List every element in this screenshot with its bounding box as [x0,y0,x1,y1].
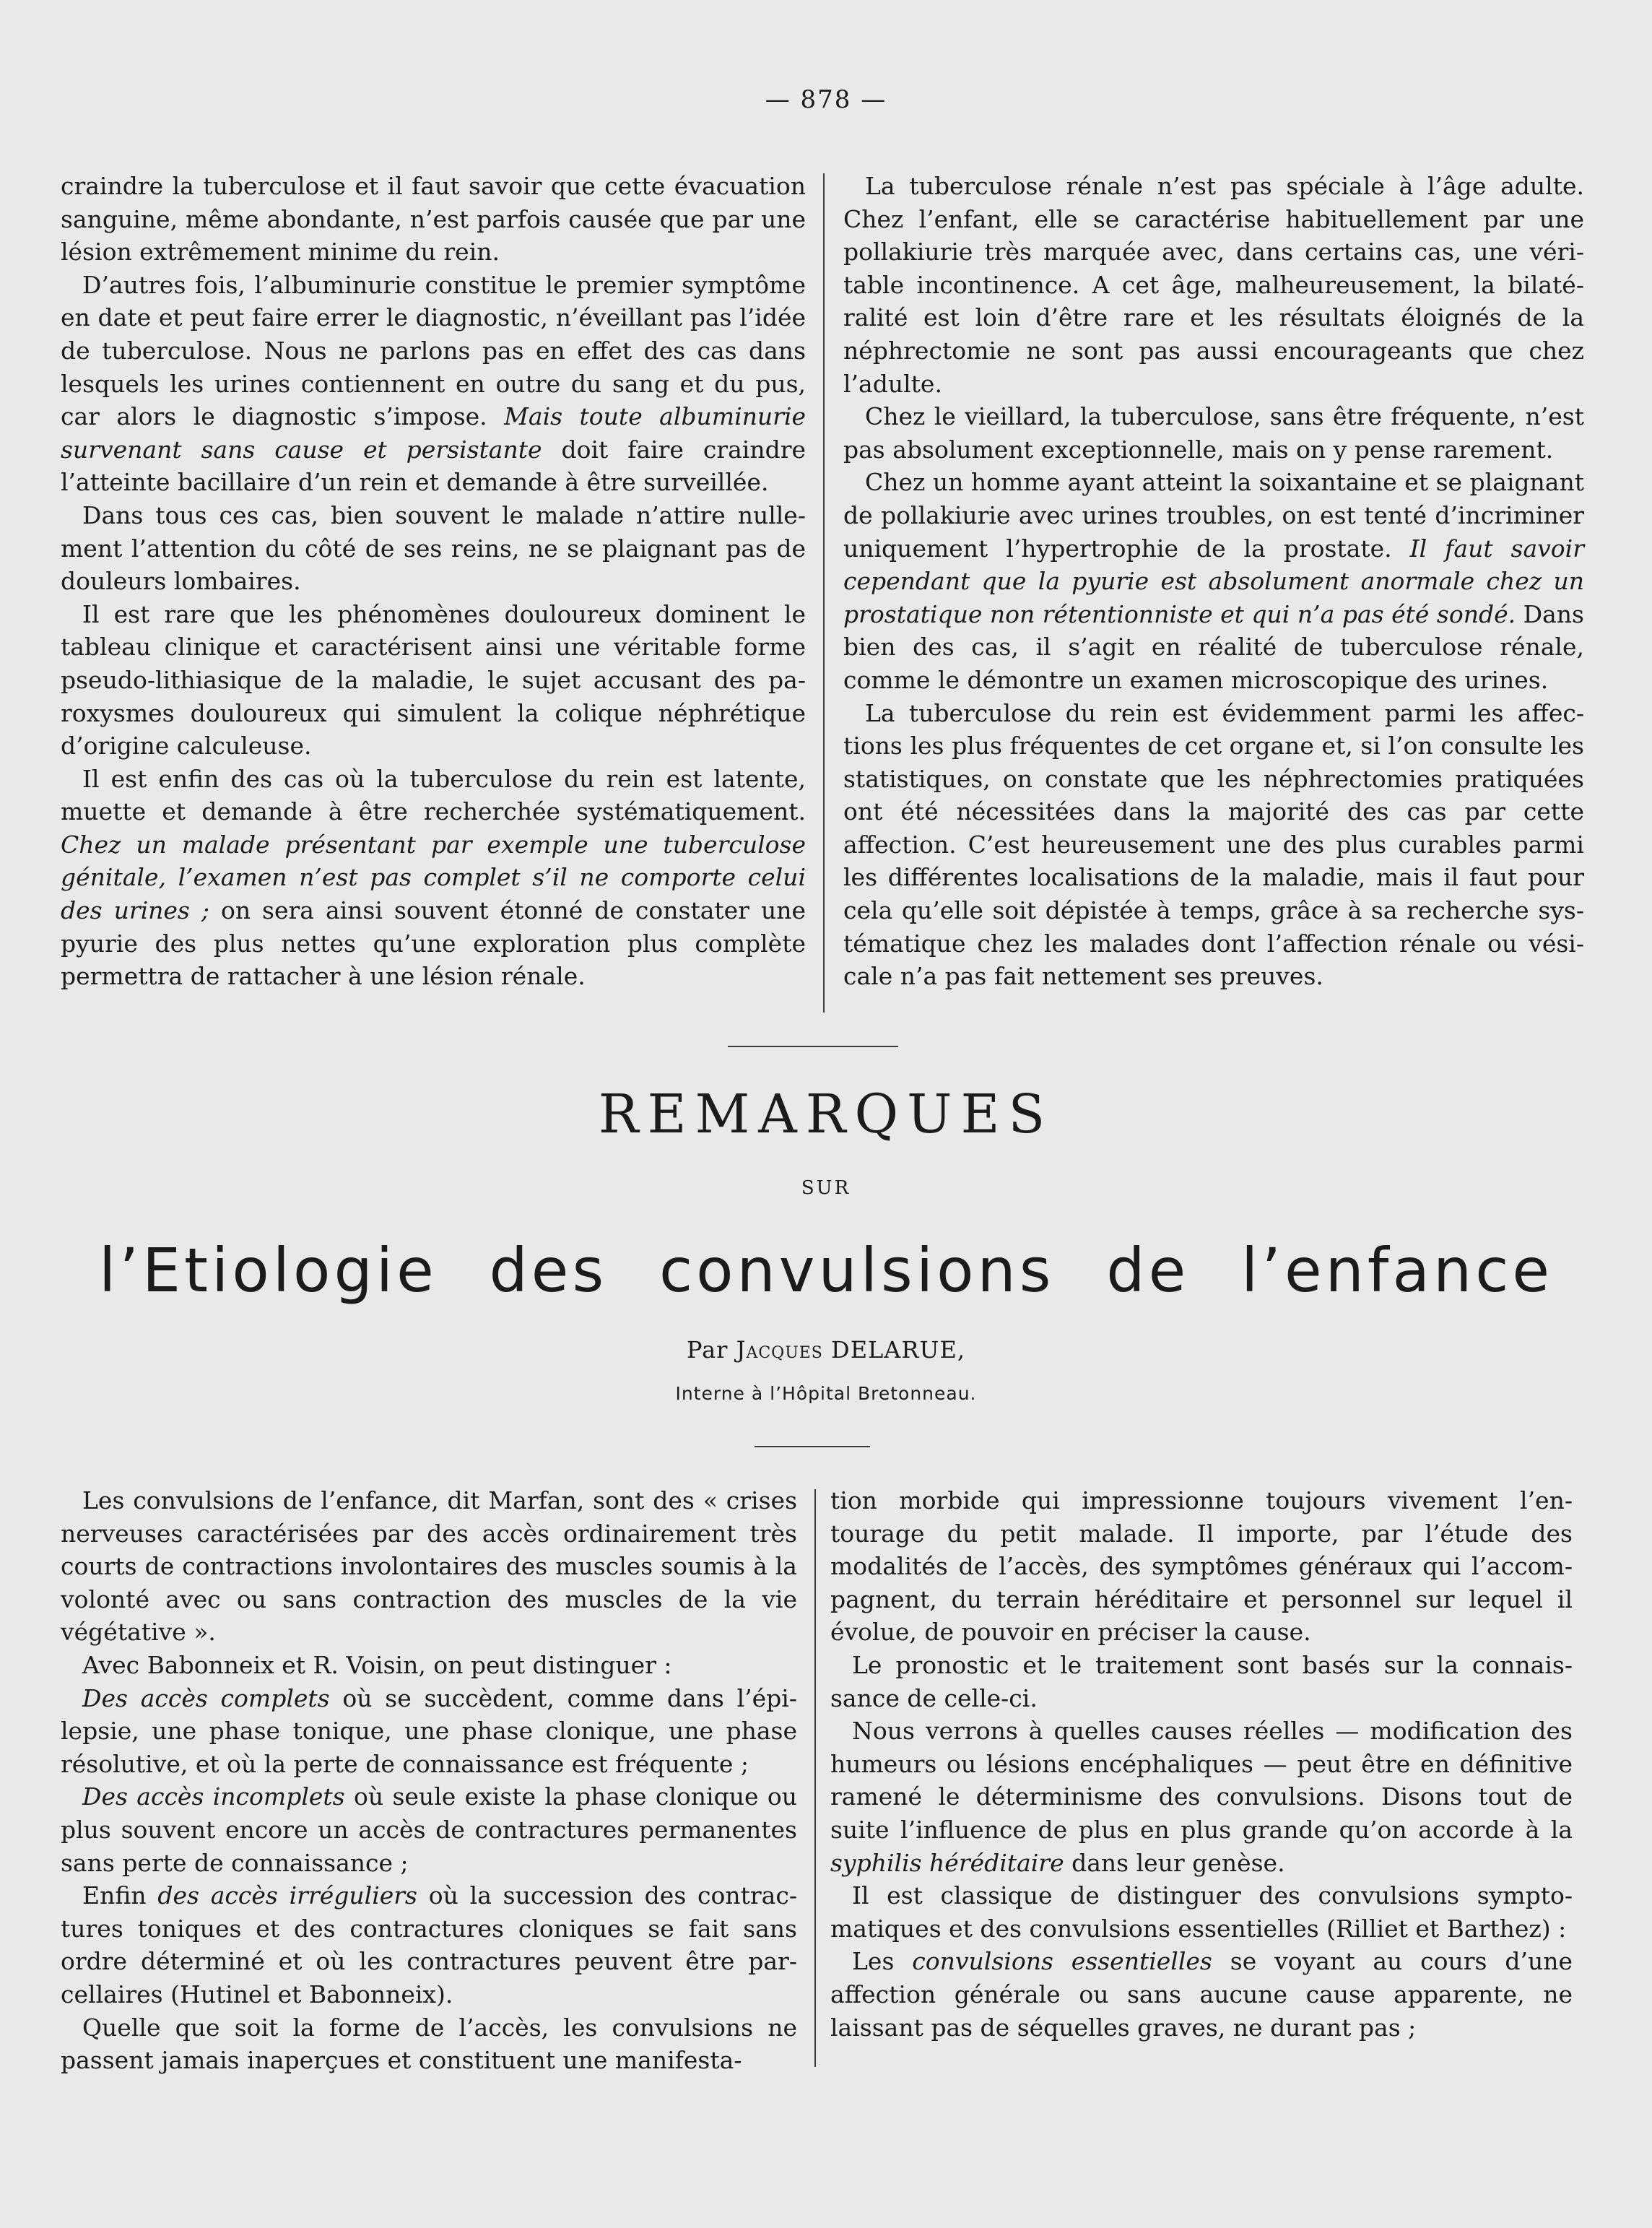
author-name: Jacques DELARUE, [736,1336,966,1364]
italic-run: syphilis héréditaire [830,1848,1064,1877]
italic-run: Chez un malade présentant par exemple une tuberculose génitale, l’examen n’est pas complet s’il ne comporte celui des urines ; [61,830,806,925]
paragraph: tion morbide qui impressionne toujours vivement l’entourage du petit malade. Il importe, par l’étude des modalités de l’accès, des symptômes généraux qui l’accompagnent, du terrain héréditaire et personnel sur lequel il évolue, de pouvoir en préciser la cause. [830,1486,1573,1647]
paragraph: La tuberculose rénale n’est pas spéciale à l’âge adulte. Chez l’enfant, elle se caractérise habituellement par une pollakiurie très marquée avec, dans certains cas, une véritable incontinence. A cet âge, malheureusement, la bilatéralité est loin d’être rare et les résultats éloignés de la néphrectomie ne sont pas aussi encourageants que chez l’adulte. [843,172,1584,398]
paragraph [61,1780,797,1879]
paragraph: Chez le vieillard, la tuberculose, sans être fréquente, n’est pas absolument exceptionnelle, mais on y pense rarement. [843,402,1584,464]
paragraph: craindre la tuberculose et il faut savoir que cette évacuation sanguine, même abondante, n’est parfois causée que par une lésion extrêmement minime du rein. [61,172,806,266]
bottom-right-column [830,1484,1573,2044]
paragraph: Quelle que soit la forme de l’accès, les convulsions ne passent jamais inaperçues et constituent une manifesta- [61,2013,797,2075]
italic-run: convulsions essentielles [912,1947,1212,1976]
article-title: REMARQUES [598,1083,1054,1145]
italic-run: Il faut savoir cependant que la pyurie est absolument anormale chez un prostatique non rétentionniste et qui n’a pas été sondé. [843,534,1584,628]
page-number: — 878 — [765,85,887,114]
italic-run: Des accès complets [82,1683,330,1712]
italic-run: Mais toute albuminurie survenant sans cause et persistante [61,402,806,464]
text-run: Il est enfin des cas où la tuberculose du rein est latente, muette et demande à être recherchée systématiquement. [61,764,806,826]
paragraph [830,1945,1573,2044]
italic-run: Des accès incomplets [82,1782,345,1811]
text-run: Chez un homme ayant atteint la soixantaine et se plaignant de pollakiurie avec urines troubles, on est tenté d’incriminer uniquement l’hypertrophie de la prostate. [843,468,1584,563]
author-affiliation: Interne à l’Hôpital Bretonneau. [675,1383,977,1404]
text-run: Dans bien des cas, il s’agit en réalité de tuberculose rénale, comme le démontre un examen microscopique des urines. [843,599,1584,694]
text-run: où seule existe la phase clonique ou plus souvent encore un accès de contractures permanentes sans perte de connaissance ; [61,1782,797,1877]
byline-divider [755,1446,870,1447]
paragraph: Dans tous ces cas, bien souvent le malade n’attire nullement l’attention du côté de ses reins, ne se plaignant pas de douleurs lombaires. [61,500,806,596]
text-run: se voyant au cours d’une affection générale ou sans aucune cause apparente, ne laissant pas de séquelles graves, ne durant pas ; [830,1947,1573,2042]
text-run: on sera ainsi souvent étonné de constater une pyurie des plus nettes qu’une exploration plus complète permettra de rattacher à une lésion rénale. [61,896,806,991]
section-divider [728,1046,898,1047]
paragraph: La tuberculose du rein est évidemment parmi les affections les plus fréquentes de cet organe et, si l’on consulte les statistiques, on constate que les néphrectomies pratiquées ont été nécessitées dans la majorité des cas par cette affection. C’est heureusement une des plus curables parmi les différentes localisations de la maladie, mais il faut pour cela qu’elle soit dépistée à temps, grâce à sa recherche systématique chez les malades dont l’affection rénale ou vésicale n’a pas fait nettement ses preuves. [843,698,1584,991]
paragraph [61,763,806,993]
article-title-connector: SUR [801,1177,851,1199]
text-run: doit faire craindre l’atteinte bacillaire d’un rein et demande à être surveillée. [61,435,806,497]
text-run: Enfin [82,1881,147,1910]
text-run: Les [852,1947,895,1976]
top-left-column [61,170,806,993]
text-run: où se succèdent, comme dans l’épilepsie, une phase tonique, une phase clonique, une phase résolutive, et où la perte de connaissance est fréquente ; [61,1683,797,1778]
italic-run: des accès irréguliers [157,1881,417,1910]
text-run: où la succession des contractures toniques et des contractures cloniques se fait sans ordre déterminé et où les contractures peuvent être parcellaires (Hutinel et Babonneix). [61,1881,797,2008]
text-run: D’autres fois, l’albuminurie constitue le premier symptôme en date et peut faire errer le diagnostic, n’éveillant pas l’idée de tuberculose. Nous ne parlons pas en effet des cas dans lesquels les urines contiennent en outre du sang et du pus, car alors le diagnostic s’impose. [61,270,806,431]
column-divider [814,1489,816,2067]
paragraph [843,466,1584,696]
top-right-column [843,170,1584,993]
paragraph [830,1715,1573,1879]
text-run: dans leur genèse. [1071,1848,1285,1877]
bottom-left-column [61,1484,797,2077]
paragraph: Il est rare que les phénomènes douloureux dominent le tableau clinique et caractérisent ainsi une véritable forme pseudo-lithiasique de la maladie, le sujet accusant des paroxysmes douloureux qui simulent la colique néphrétique d’origine calculeuse. [61,599,806,760]
text-run: Nous verrons à quelles causes réelles — modification des humeurs ou lésions encéphaliques — peut être en définitive ramené le déterminisme des convulsions. Disons tout de suite l’influence de plus en plus grande qu’on accorde à la [830,1717,1573,1844]
column-divider [823,173,825,1013]
paragraph: Il est classique de distinguer des convulsions symptomatiques et des convulsions essentielles (Rilliet et Barthez) : [830,1881,1573,1943]
paragraph: Le pronostic et le traitement sont basés sur la connaissance de celle-ci. [830,1650,1573,1712]
paragraph [61,269,806,499]
article-subtitle: l’Etiologie des convulsions de l’enfance [98,1235,1554,1306]
byline [0,1336,1652,1364]
paragraph: Les convulsions de l’enfance, dit Marfan, sont des « crises nerveuses caractérisées par des accès ordinairement très courts de contractions involontaires des muscles soumis à la volonté avec ou sans contraction des muscles de la vie végétative ». [61,1486,797,1647]
byline-prefix: Par [686,1336,729,1364]
paragraph: Avec Babonneix et R. Voisin, on peut distinguer : [82,1650,672,1679]
paragraph [61,1879,797,2011]
paragraph [61,1682,797,1781]
